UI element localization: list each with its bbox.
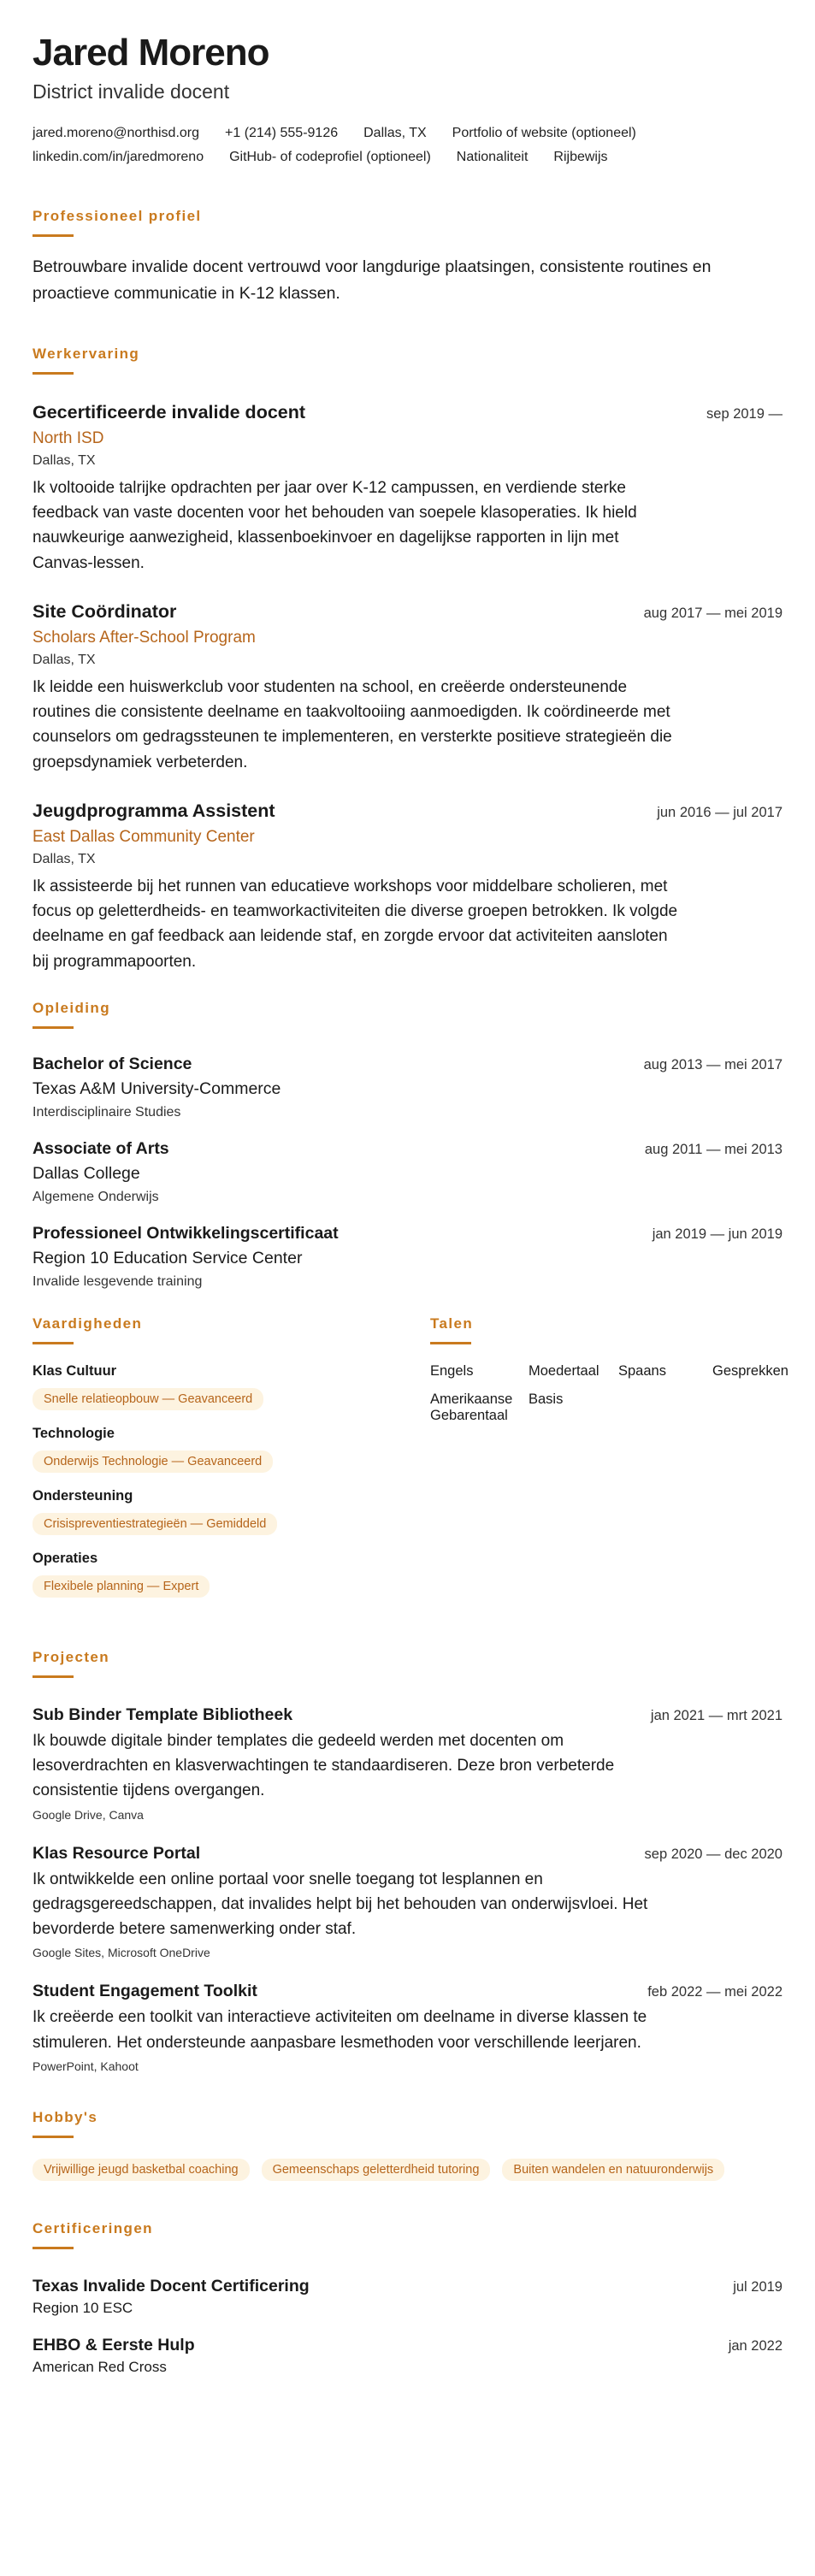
- contact-nationality: Nationaliteit: [456, 150, 529, 165]
- employer: North ISD: [32, 428, 104, 447]
- section-divider: [32, 2136, 74, 2138]
- job-location: Dallas, TX: [32, 851, 96, 866]
- skills-section: [32, 1315, 430, 1613]
- job-dates: sep 2019 —: [706, 405, 783, 422]
- certification-issuer: American Red Cross: [32, 2358, 167, 2375]
- certification-issuer: Region 10 ESC: [32, 2299, 133, 2316]
- skill-group: [32, 1363, 430, 1415]
- education-entry: [32, 1139, 783, 1205]
- section-title: Talen: [430, 1315, 474, 1332]
- job-location: Dallas, TX: [32, 652, 96, 667]
- section-divider: [32, 2247, 74, 2249]
- section-title: Certificeringen: [32, 2219, 153, 2236]
- language-level: Moedertaal: [529, 1362, 599, 1379]
- certification-title: Texas Invalide Docent Certificering: [32, 2276, 310, 2295]
- hobby-chip: Gemeenschaps geletterdheid tutoring: [262, 2159, 491, 2181]
- school: Dallas College: [32, 1163, 140, 1183]
- section-title: Projecten: [32, 1648, 110, 1665]
- language-name: Spaans: [618, 1362, 666, 1379]
- skills-languages-row: [32, 1315, 788, 1613]
- degree: Professioneel Ontwikkelingscertificaat: [32, 1223, 339, 1243]
- certification-title: EHBO & Eerste Hulp: [32, 2335, 195, 2354]
- language-name: Engels: [430, 1362, 474, 1379]
- job-description: Ik voltooide talrijke opdrachten per jaar over K-12 campussen, en verdiende sterke feedback van vaste docenten voor het behouden van soepele klasoperaties. Ik hield nauwkeurige aanwezigheid, klassenboekinvoer en dagelijkse rapporten in lijn met Canvas-lessen.: [32, 478, 637, 572]
- certification-entry: [32, 2277, 783, 2317]
- degree: Associate of Arts: [32, 1138, 169, 1158]
- project-dates: feb 2022 — mei 2022: [647, 1984, 783, 2000]
- skill-chip: Flexibele planning — Expert: [32, 1575, 210, 1598]
- project-tools: Google Drive, Canva: [32, 1807, 144, 1822]
- contact-linkedin[interactable]: linkedin.com/in/jaredmoreno: [32, 150, 204, 165]
- contact-phone[interactable]: +1 (214) 555-9126: [225, 126, 339, 141]
- section-title: Opleiding: [32, 999, 110, 1016]
- hobby-chip: Vrijwillige jeugd basketbal coaching: [32, 2159, 250, 2181]
- skill-chip: Crisispreventiestrategieën — Gemiddeld: [32, 1513, 277, 1535]
- skill-category: Ondersteuning: [32, 1487, 133, 1504]
- contact-github[interactable]: GitHub- of codeprofiel (optioneel): [229, 150, 431, 165]
- section-divider: [32, 234, 74, 237]
- section-divider: [430, 1342, 471, 1344]
- education-dates: aug 2011 — mei 2013: [644, 1141, 783, 1157]
- job-title: Gecertificeerde invalide docent: [32, 401, 306, 422]
- certification-date: jan 2022: [728, 2337, 783, 2354]
- job-title: Jeugdprogramma Assistent: [32, 800, 275, 821]
- project-title: Klas Resource Portal: [32, 1843, 201, 1863]
- job-location: Dallas, TX: [32, 452, 96, 468]
- hobby-chip: Buiten wandelen en natuuronderwijs: [502, 2159, 724, 2181]
- language-level: Basis: [529, 1391, 564, 1407]
- contact-portfolio[interactable]: Portfolio of website (optioneel): [452, 126, 636, 141]
- language-level: Gesprekken: [712, 1362, 788, 1379]
- job-description: Ik assisteerde bij het runnen van educatieve workshops voor middelbare scholieren, met focus op geletterdheids- en teamworkactiviteiten die diverse groepen betrokken. Ik volgde deelname en gaf feedback aan leidende staf, en zorgde ervoor dat activiteiten aansloten bij programmapoorten.: [32, 877, 678, 971]
- hobbies-section: [32, 2109, 783, 2186]
- section-divider: [32, 372, 74, 375]
- hobby-list: [32, 2159, 783, 2186]
- field-of-study: Invalide lesgevende training: [32, 1273, 203, 1289]
- person-name: Jared Moreno: [32, 32, 269, 74]
- skill-chip: Onderwijs Technologie — Geavanceerd: [32, 1450, 273, 1473]
- school: Texas A&M University-Commerce: [32, 1078, 281, 1098]
- certification-entry: [32, 2336, 783, 2376]
- education-entry: [32, 1055, 783, 1120]
- section-title: Hobby's: [32, 2108, 98, 2125]
- profile-section: [32, 208, 783, 305]
- degree: Bachelor of Science: [32, 1054, 192, 1073]
- certification-date: jul 2019: [733, 2278, 783, 2295]
- language-list: [430, 1362, 788, 1424]
- education-entry: [32, 1224, 783, 1290]
- project-entry: [32, 1844, 783, 1960]
- job-dates: aug 2017 — mei 2019: [643, 605, 783, 621]
- profile-summary: Betrouwbare invalide docent vertrouwd voor langdurige plaatsingen, consistente routines en proactieve communicatie in K-12 klassen.: [32, 257, 712, 303]
- project-entry: [32, 1705, 783, 1822]
- section-title: Professioneel profiel: [32, 208, 202, 225]
- field-of-study: Algemene Onderwijs: [32, 1189, 159, 1204]
- contact-license: Rijbewijs: [553, 150, 608, 165]
- section-divider: [32, 1342, 74, 1344]
- project-dates: sep 2020 — dec 2020: [644, 1846, 783, 1862]
- language-name: Amerikaanse Gebarentaal: [430, 1391, 513, 1423]
- project-description: Ik creëerde een toolkit van interactieve activiteiten om deelname in diverse klassen te stimuleren. Het ondersteunde aanpasbare lesmethoden voor verschillende leerjaren.: [32, 2008, 647, 2052]
- employer: Scholars After-School Program: [32, 628, 256, 647]
- section-title: Vaardigheden: [32, 1315, 143, 1332]
- project-description: Ik bouwde digitale binder templates die gedeeld werden met docenten om lesoverdrachten en klasverwachtingen te standaardiseren. Deze bron verbeterde consistentie tijdens overgangen.: [32, 1731, 615, 1800]
- contact-location: Dallas, TX: [363, 126, 427, 141]
- contact-list: [32, 126, 768, 165]
- project-entry: [32, 1982, 783, 2073]
- certifications-section: [32, 2220, 783, 2376]
- skill-group: [32, 1551, 430, 1603]
- education-section: [32, 1000, 783, 1290]
- skill-category: Operaties: [32, 1550, 98, 1566]
- experience-entry: [32, 601, 783, 775]
- job-title: Site Coördinator: [32, 600, 177, 622]
- project-tools: Google Sites, Microsoft OneDrive: [32, 1946, 210, 1960]
- project-title: Student Engagement Toolkit: [32, 1982, 257, 2001]
- job-dates: jun 2016 — jul 2017: [657, 804, 783, 820]
- project-description: Ik ontwikkelde een online portaal voor snelle toegang tot lesplannen en gedragsgereedschappen, dat invalides helpt bij het behouden van onderwijsvloei. Het bevorderde betere samenwerking onder staf.: [32, 1870, 648, 1939]
- project-dates: jan 2021 — mrt 2021: [650, 1707, 783, 1723]
- resume-header: [32, 32, 783, 165]
- employer: East Dallas Community Center: [32, 827, 255, 846]
- education-dates: aug 2013 — mei 2017: [643, 1056, 783, 1072]
- school: Region 10 Education Service Center: [32, 1248, 303, 1267]
- languages-section: [430, 1315, 788, 1613]
- contact-email[interactable]: jared.moreno@northisd.org: [32, 126, 200, 141]
- field-of-study: Interdisciplinaire Studies: [32, 1104, 181, 1120]
- skill-chip: Snelle relatieopbouw — Geavanceerd: [32, 1388, 263, 1410]
- skill-category: Technologie: [32, 1425, 115, 1441]
- project-tools: PowerPoint, Kahoot: [32, 2059, 139, 2073]
- section-title: Werkervaring: [32, 345, 140, 362]
- section-divider: [32, 1026, 74, 1029]
- projects-section: [32, 1649, 783, 2073]
- experience-entry: [32, 801, 783, 974]
- skill-group: [32, 1426, 430, 1478]
- job-description: Ik leidde een huiswerkclub voor studenten na school, en creëerde ondersteunende routines die consistente deelname en taakvoltooiing aanmoedigden. Ik coördineerde met counselors om gedragssteunen te implementeren, en versterkte positieve strategieën die groepsdynamiek verbeterden.: [32, 677, 672, 771]
- skill-category: Klas Cultuur: [32, 1362, 117, 1379]
- section-divider: [32, 1675, 74, 1678]
- education-dates: jan 2019 — jun 2019: [652, 1226, 783, 1242]
- experience-entry: [32, 402, 783, 576]
- skill-group: [32, 1488, 430, 1540]
- project-title: Sub Binder Template Bibliotheek: [32, 1705, 293, 1724]
- headline: District invalide docent: [32, 80, 230, 103]
- experience-section: [32, 346, 783, 974]
